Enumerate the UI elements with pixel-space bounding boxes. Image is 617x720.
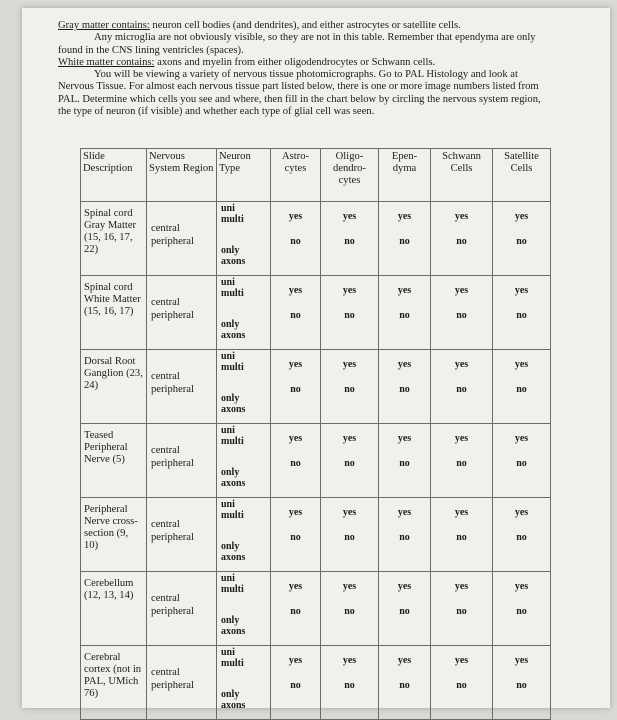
yes-option[interactable]: yes (397, 211, 412, 222)
yes-option[interactable]: yes (514, 655, 529, 666)
no-option[interactable]: no (516, 458, 527, 469)
yes-option[interactable]: yes (288, 433, 303, 444)
yes-option[interactable]: yes (342, 359, 357, 370)
neuron-type-options (221, 426, 261, 489)
region-central[interactable]: central (151, 667, 180, 678)
no-option[interactable]: no (516, 532, 527, 543)
region-central[interactable]: central (151, 371, 180, 382)
no-option[interactable]: no (456, 680, 467, 691)
glial-option-cell (321, 276, 378, 343)
no-option[interactable]: no (456, 384, 467, 395)
gray-matter-line (58, 20, 548, 32)
no-option[interactable]: no (456, 310, 467, 321)
yes-option[interactable]: yes (288, 581, 303, 592)
yes-option[interactable]: yes (454, 359, 469, 370)
no-option[interactable]: no (516, 384, 527, 395)
glial-option-cell (271, 350, 320, 417)
gray-matter-label: Gray matter contains: (58, 20, 150, 31)
no-option[interactable]: no (399, 310, 410, 321)
glial-cell-chart (80, 148, 551, 720)
no-option[interactable]: no (290, 458, 301, 469)
glial-option-cell (493, 424, 550, 491)
yes-option[interactable]: yes (397, 433, 412, 444)
yes-option[interactable]: yes (397, 359, 412, 370)
neuron-multi[interactable]: multi (221, 583, 244, 595)
yes-option[interactable]: yes (514, 359, 529, 370)
yes-option[interactable]: yes (288, 285, 303, 296)
yes-option[interactable]: yes (514, 285, 529, 296)
glial-option-cell (493, 202, 550, 269)
neuron-type-options (221, 574, 261, 637)
header-row (81, 149, 551, 202)
table-row (81, 646, 551, 720)
glial-option-cell (271, 646, 320, 713)
neuron-only-axons[interactable]: only axons (221, 541, 246, 563)
yes-option[interactable]: yes (342, 433, 357, 444)
gray-matter-text: neuron cell bodies (and dendrites), and either astrocytes or satellite cells. (149, 20, 461, 31)
header-astrocytes: Astro-cytes (271, 149, 321, 202)
glial-option-cell (431, 646, 492, 713)
glial-option-cell (431, 202, 492, 269)
region-central[interactable]: central (151, 519, 180, 530)
slide-description: Teased Peripheral Nerve (5) (84, 430, 128, 465)
no-option[interactable]: no (399, 532, 410, 543)
slide-description: Cerebral cortex (not in PAL, UMich 76) (84, 652, 142, 699)
yes-option[interactable]: yes (342, 285, 357, 296)
white-matter-label: White matter contains: (58, 56, 155, 68)
neuron-type-options (221, 648, 261, 711)
glial-option-cell (493, 498, 550, 565)
table-row (81, 202, 551, 276)
table-row (81, 424, 551, 498)
header-nervous-system-region: Nervous System Region (147, 149, 217, 202)
yes-option[interactable]: yes (342, 655, 357, 666)
white-matter-text: axons and myelin from either oligodendrocytes or Schwann cells. (154, 56, 436, 68)
yes-option[interactable]: yes (288, 507, 303, 518)
region-peripheral[interactable]: peripheral (151, 606, 194, 617)
yes-option[interactable]: yes (454, 655, 469, 666)
no-option[interactable]: no (516, 680, 527, 691)
neuron-multi[interactable]: multi (221, 287, 244, 299)
no-option[interactable]: no (344, 606, 355, 617)
region-central[interactable]: central (151, 297, 180, 308)
neuron-only-axons[interactable]: only axons (221, 245, 246, 267)
yes-option[interactable]: yes (454, 433, 469, 444)
no-option[interactable]: no (290, 606, 301, 617)
yes-option[interactable]: yes (342, 211, 357, 222)
neuron-only-axons[interactable]: only axons (221, 319, 246, 341)
white-matter-line (58, 57, 548, 69)
yes-option[interactable]: yes (454, 285, 469, 296)
header-slide-description: Slide Description (81, 149, 147, 202)
neuron-only-axons[interactable]: only axons (221, 615, 246, 637)
glial-option-cell (271, 276, 320, 343)
region-options (151, 222, 194, 248)
yes-option[interactable]: yes (454, 581, 469, 592)
no-option[interactable]: no (399, 236, 410, 247)
glial-option-cell (379, 202, 430, 269)
neuron-uni[interactable]: uni (221, 277, 235, 288)
no-option[interactable]: no (290, 532, 301, 543)
no-option[interactable]: no (290, 384, 301, 395)
yes-option[interactable]: yes (514, 433, 529, 444)
region-central[interactable]: central (151, 593, 180, 604)
no-option[interactable]: no (399, 384, 410, 395)
glial-option-cell (321, 572, 378, 639)
glial-option-cell (321, 202, 378, 269)
glial-option-cell (431, 276, 492, 343)
glial-option-cell (493, 276, 550, 343)
region-peripheral[interactable]: peripheral (151, 458, 194, 469)
neuron-uni[interactable]: uni (221, 203, 235, 214)
table-row (81, 350, 551, 424)
no-option[interactable]: no (399, 606, 410, 617)
glial-option-cell (493, 646, 550, 713)
no-option[interactable]: no (344, 236, 355, 247)
region-central[interactable]: central (151, 445, 180, 456)
region-options (151, 592, 194, 618)
region-peripheral[interactable]: peripheral (151, 680, 194, 691)
header-satellite-cells: Satellite Cells (493, 149, 551, 202)
no-option[interactable]: no (344, 532, 355, 543)
yes-option[interactable]: yes (342, 507, 357, 518)
glial-option-cell (321, 646, 378, 713)
region-peripheral[interactable]: peripheral (151, 236, 194, 247)
no-option[interactable]: no (344, 384, 355, 395)
glial-option-cell (379, 350, 430, 417)
slide-description: Peripheral Nerve cross-section (9, 10) (84, 504, 138, 551)
neuron-uni[interactable]: uni (221, 425, 235, 436)
instructions: You will be viewing a variety of nervous tissue photomicrographs. Go to PAL Histology and look at Nervous Tissue. For almost each nervous tissue part listed below, there is one or more image numbers listed from PAL. Determine which cells you see and where, then fill in the chart below by circling the nervous system region, the type of neuron (if visible) and whether each type of glial cell was seen. (58, 69, 541, 118)
neuron-uni[interactable]: uni (221, 351, 235, 362)
neuron-only-axons[interactable]: only axons (221, 393, 246, 415)
no-option[interactable]: no (516, 236, 527, 247)
neuron-multi[interactable]: multi (221, 361, 244, 373)
no-option[interactable]: no (344, 680, 355, 691)
glial-option-cell (271, 202, 320, 269)
neuron-type-options (221, 204, 261, 267)
neuron-uni[interactable]: uni (221, 647, 235, 658)
region-peripheral[interactable]: peripheral (151, 532, 194, 543)
region-options (151, 296, 194, 322)
neuron-uni[interactable]: uni (221, 499, 235, 510)
glial-option-cell (379, 646, 430, 713)
header-oligodendrocytes: Oligo-dendro-cytes (321, 149, 379, 202)
glial-option-cell (431, 572, 492, 639)
table-row (81, 498, 551, 572)
glial-option-cell (271, 498, 320, 565)
yes-option[interactable]: yes (454, 507, 469, 518)
yes-option[interactable]: yes (397, 655, 412, 666)
glial-option-cell (493, 572, 550, 639)
intro-text (58, 20, 548, 118)
no-option[interactable]: no (516, 606, 527, 617)
region-options (151, 444, 194, 470)
header-schwann-cells: Schwann Cells (431, 149, 493, 202)
glial-option-cell (379, 572, 430, 639)
region-options (151, 370, 194, 396)
header-neuron-type: Neuron Type (217, 149, 271, 202)
neuron-multi[interactable]: multi (221, 435, 244, 447)
glial-option-cell (271, 572, 320, 639)
glial-option-cell (321, 350, 378, 417)
no-option[interactable]: no (456, 458, 467, 469)
yes-option[interactable]: yes (514, 211, 529, 222)
no-option[interactable]: no (290, 310, 301, 321)
table-row (81, 572, 551, 646)
microglia-note: Any microglia are not obviously visible, so they are not in this table. Remember that ependyma are only found in the CNS lining ventricles (spaces). (58, 32, 536, 56)
glial-option-cell (379, 498, 430, 565)
yes-option[interactable]: yes (514, 581, 529, 592)
region-peripheral[interactable]: peripheral (151, 310, 194, 321)
region-peripheral[interactable]: peripheral (151, 384, 194, 395)
no-option[interactable]: no (516, 310, 527, 321)
neuron-multi[interactable]: multi (221, 657, 244, 669)
glial-option-cell (379, 276, 430, 343)
table-row (81, 276, 551, 350)
yes-option[interactable]: yes (397, 507, 412, 518)
glial-option-cell (379, 424, 430, 491)
yes-option[interactable]: yes (397, 285, 412, 296)
glial-option-cell (321, 498, 378, 565)
chart-body (81, 202, 551, 720)
neuron-multi[interactable]: multi (221, 213, 244, 225)
yes-option[interactable]: yes (397, 581, 412, 592)
slide-description: Cerebellum (12, 13, 14) (84, 578, 134, 601)
glial-option-cell (431, 424, 492, 491)
no-option[interactable]: no (456, 236, 467, 247)
glial-option-cell (431, 498, 492, 565)
neuron-type-options (221, 500, 261, 563)
slide-description: Spinal cord Gray Matter (15, 16, 17, 22) (84, 208, 137, 255)
neuron-multi[interactable]: multi (221, 509, 244, 521)
glial-option-cell (321, 424, 378, 491)
no-option[interactable]: no (344, 310, 355, 321)
neuron-type-options (221, 278, 261, 341)
neuron-uni[interactable]: uni (221, 573, 235, 584)
no-option[interactable]: no (344, 458, 355, 469)
no-option[interactable]: no (399, 680, 410, 691)
glial-option-cell (431, 350, 492, 417)
neuron-only-axons[interactable]: only axons (221, 467, 246, 489)
header-ependyma: Epen-dyma (379, 149, 431, 202)
yes-option[interactable]: yes (288, 211, 303, 222)
yes-option[interactable]: yes (288, 655, 303, 666)
neuron-only-axons[interactable]: only axons (221, 689, 246, 711)
neuron-type-options (221, 352, 261, 415)
no-option[interactable]: no (399, 458, 410, 469)
yes-option[interactable]: yes (454, 211, 469, 222)
no-option[interactable]: no (456, 532, 467, 543)
glial-option-cell (493, 350, 550, 417)
yes-option[interactable]: yes (514, 507, 529, 518)
no-option[interactable]: no (290, 236, 301, 247)
no-option[interactable]: no (456, 606, 467, 617)
no-option[interactable]: no (290, 680, 301, 691)
region-options (151, 518, 194, 544)
slide-description: Spinal cord White Matter (15, 16, 17) (84, 282, 141, 317)
region-central[interactable]: central (151, 223, 180, 234)
glial-option-cell (271, 424, 320, 491)
yes-option[interactable]: yes (288, 359, 303, 370)
yes-option[interactable]: yes (342, 581, 357, 592)
slide-description: Dorsal Root Ganglion (23, 24) (84, 356, 143, 391)
region-options (151, 666, 194, 692)
